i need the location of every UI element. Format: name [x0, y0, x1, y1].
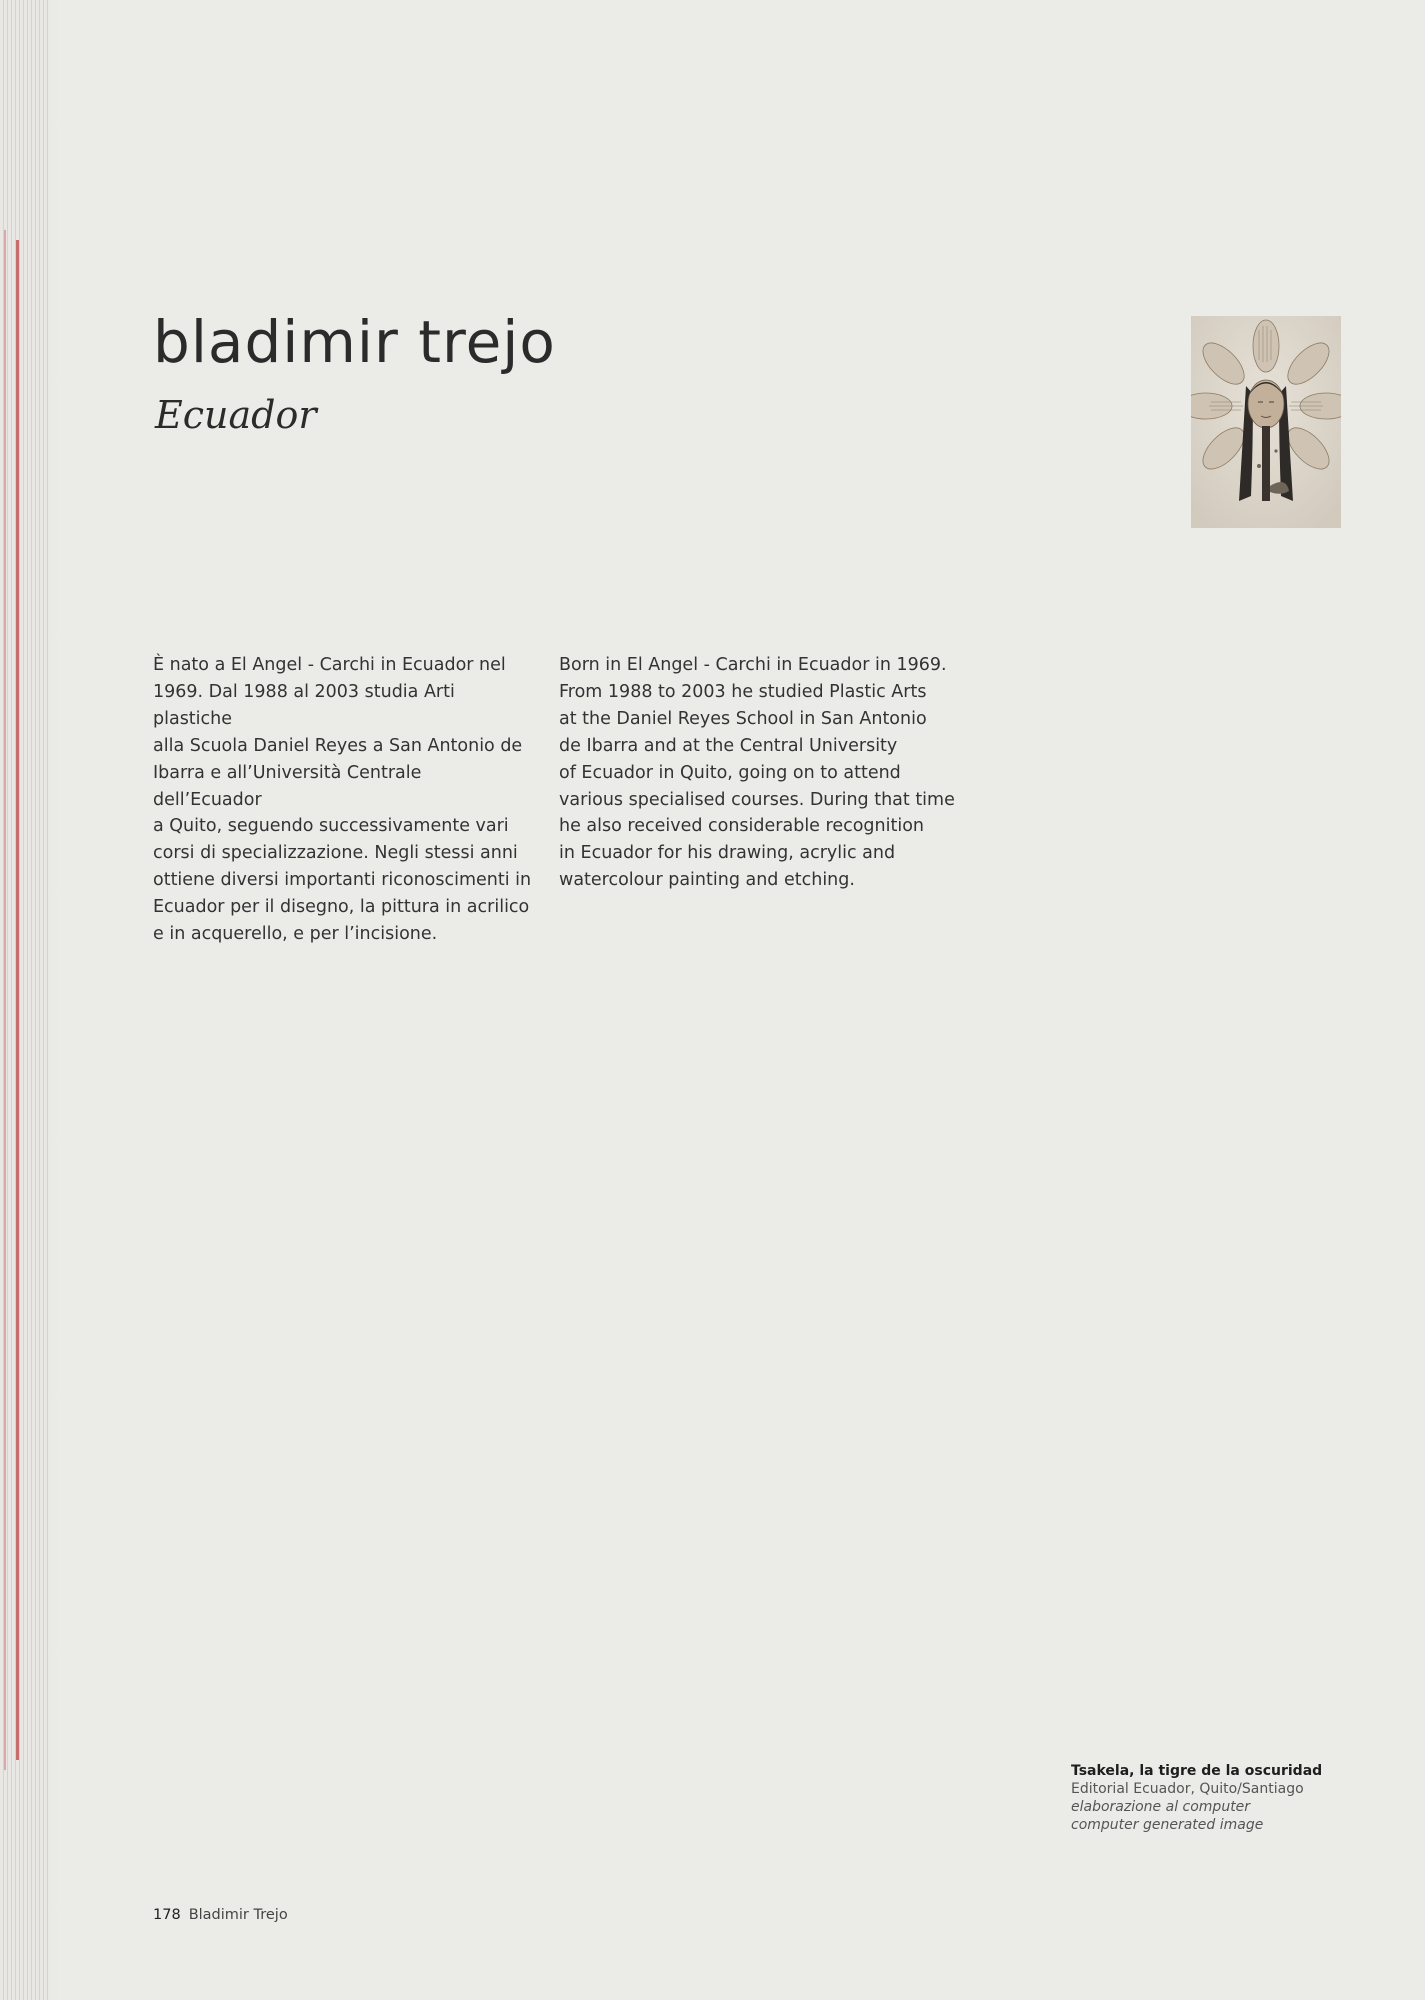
bio-english: Born in El Angel - Carchi in Ecuador in 1969. From 1988 to 2003 he studied Plastic Arts at the Daniel Reyes School in San Antonio de Ibarra and at the Central University of Ecuador in Quito, going on to attend various specialised courses. During that time he also received considerable recognition in Ecuador for his drawing, acrylic and watercolour painting and etching. [559, 655, 955, 891]
artist-country: Ecuador [155, 393, 317, 437]
artwork-medium-english: computer generated image [1071, 1817, 1264, 1833]
page-number: 178 [153, 1907, 181, 1923]
artist-name: bladimir trejo [153, 308, 556, 376]
red-page-edge [16, 240, 19, 1760]
artwork-medium-italian: elaborazione al computer [1071, 1799, 1251, 1815]
red-page-edge-outer [4, 230, 6, 1770]
bio-italian: È nato a El Angel - Carchi in Ecuador nel 1969. Dal 1988 al 2003 studia Arti plastiche alla Scuola Daniel Reyes a San Antonio de Ibarra e all’Università Centrale dell’Ecuador a Quito, seguendo successivamente vari corsi di specializzazione. Negli stessi anni ottiene diversi importanti riconoscimenti in Ecuador per il disegno, la pittura in acrilico e in acquerello, e per l’incisione. [153, 655, 532, 945]
artwork-thumbnail [1191, 316, 1341, 528]
artwork-publisher: Editorial Ecuador, Quito/Santiago [1071, 1781, 1304, 1797]
page-footer [153, 1907, 288, 1923]
artwork-caption [1071, 1762, 1371, 1834]
running-title: Bladimir Trejo [188, 1907, 288, 1923]
artwork-image [1191, 316, 1341, 528]
page-edges [0, 0, 48, 2000]
artwork-title: Tsakela, la tigre de la oscuridad [1071, 1763, 1323, 1779]
